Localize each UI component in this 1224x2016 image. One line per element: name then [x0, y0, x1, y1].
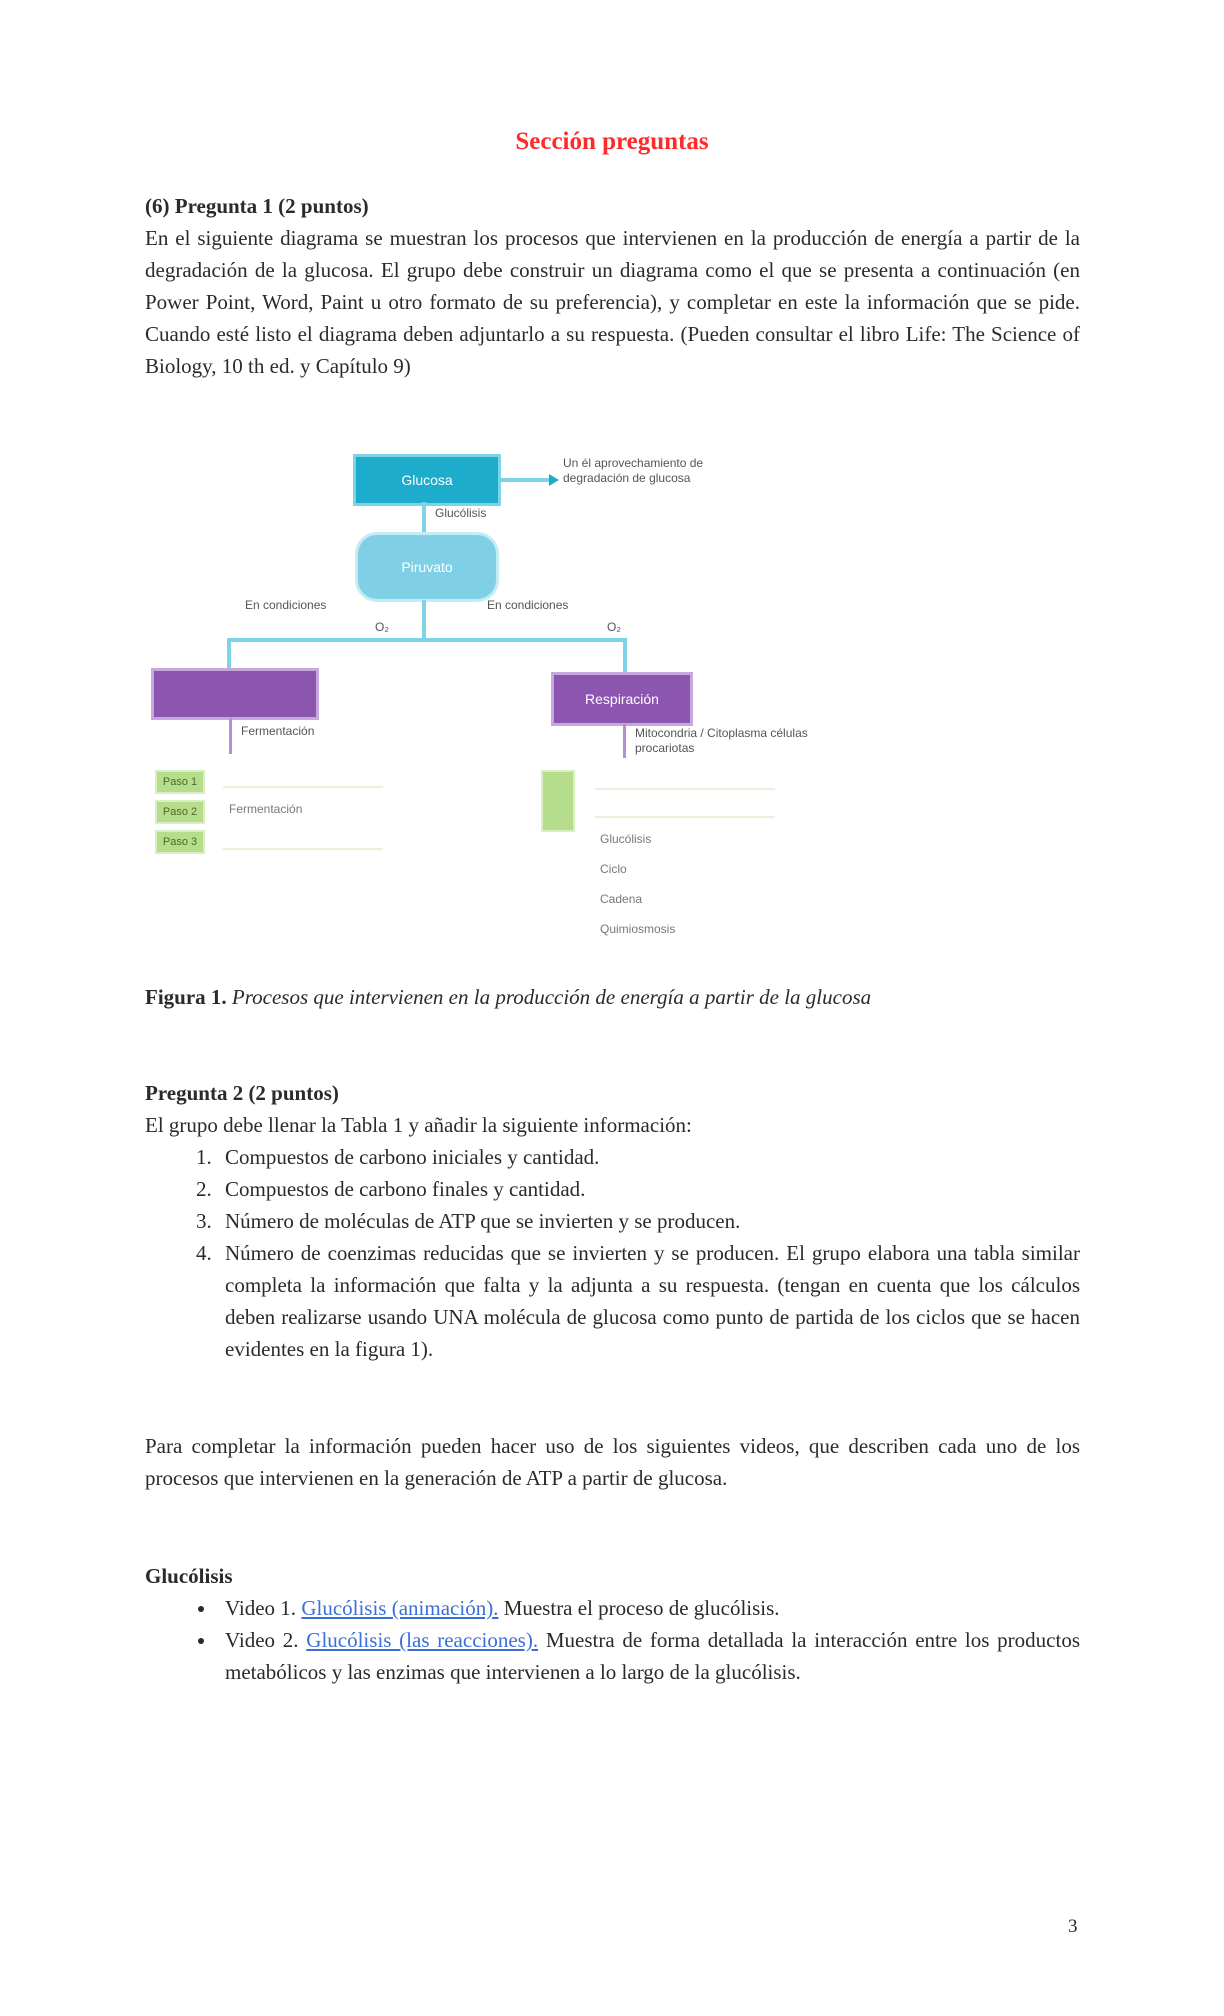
video-item-1	[217, 1592, 1080, 1624]
page-number: 3	[1068, 1916, 1078, 1937]
question-2-intro: El grupo debe llenar la Tabla 1 y añadir la siguiente información:	[145, 1113, 692, 1137]
question-2	[145, 1077, 1080, 1365]
list-item: 3. Número de moléculas de ATP que se invierten y se producen.	[217, 1205, 1080, 1237]
diagram-right-branch: En condiciones	[487, 598, 569, 612]
question-1	[145, 190, 1080, 382]
figure-caption-label: Figura 1.	[145, 985, 227, 1009]
videos-paragraph: Para completar la información pueden hacer uso de los siguientes videos, que describen cada uno de los procesos que intervienen en la generación de ATP a partir de glucosa.	[145, 1434, 1080, 1490]
diagram-right-item-1: Glucólisis	[600, 832, 652, 846]
glucolisis-section	[145, 1560, 1080, 1688]
diagram-right-box: Respiración	[551, 672, 693, 726]
video-2-desc: Muestra de forma detallada la interacción entre los productos metabólicos y las enzimas que intervienen a lo largo de la glucólisis.	[225, 1628, 1080, 1684]
list-item: 1. Compuestos de carbono iniciales y cantidad.	[217, 1141, 1080, 1173]
diagram-right-note: Mitocondria / Citoplasma células procariotas	[635, 726, 808, 755]
diagram-left-note: Fermentación	[241, 724, 315, 738]
diagram-top-note: Un él aprovechamiento de degradación de glucosa	[563, 456, 704, 485]
list-item: 2. Compuestos de carbono finales y cantidad.	[217, 1173, 1080, 1205]
diagram-left-step-1: Paso 1	[155, 770, 205, 794]
video-2-prefix: Video 2.	[225, 1628, 307, 1652]
diagram-middle-box: Piruvato	[355, 532, 499, 602]
video-2-link[interactable]: Glucólisis (las reacciones).	[306, 1628, 539, 1652]
figure-caption-text: Procesos que intervienen en la producción de energía a partir de la glucosa	[231, 985, 872, 1009]
diagram-left-branch-sub: O₂	[375, 620, 389, 634]
page-title: Sección preguntas	[515, 128, 709, 155]
diagram-right-item-3: Cadena	[600, 892, 643, 906]
video-list	[145, 1592, 1080, 1688]
figure-caption	[145, 985, 871, 1010]
question-1-body: En el siguiente diagrama se muestran los procesos que intervienen en la producción de energía a partir de la degradación de la glucosa. El grupo debe construir un diagrama como el que se presenta a continuación (en Power Point, Word, Paint u otro formato de su preferencia), y completar en este la información que se pide. Cuando esté listo el diagrama deben adjuntarlo a su respuesta. (Pueden consultar el libro Life: The Science of Biology, 10 th ed. y Capítulo 9)	[145, 226, 1080, 378]
diagram-right-bracket	[541, 770, 575, 832]
diagram-right-branch-sub: O₂	[607, 620, 621, 634]
video-item-2	[217, 1624, 1080, 1688]
diagram-top-box: Glucosa	[353, 454, 501, 506]
energy-diagram	[145, 450, 845, 970]
list-item: 4. Número de coenzimas reducidas que se invierten y se producen. El grupo elabora una tabla similar completa la información que falta y la adjunta a su respuesta. (tengan en cuenta que los cálculos deben realizarse usando UNA molécula de glucosa como punto de partida de los ciclos que se hacen evidentes en la figura 1).	[217, 1237, 1080, 1365]
diagram-left-box	[151, 668, 319, 720]
question-2-list	[145, 1141, 1080, 1365]
question-1-heading: (6) Pregunta 1 (2 puntos)	[145, 194, 369, 218]
diagram-left-step-3: Paso 3	[155, 830, 205, 854]
video-1-link[interactable]: Glucólisis (animación).	[301, 1596, 499, 1620]
diagram-left-branch: En condiciones	[245, 598, 327, 612]
glucolisis-heading: Glucólisis	[145, 1564, 233, 1588]
video-1-desc: Muestra el proceso de glucólisis.	[498, 1596, 780, 1620]
diagram-right-item-4: Quimiosmosis	[600, 922, 676, 936]
diagram-right-item-2: Ciclo	[600, 862, 627, 876]
diagram-left-step-2: Paso 2	[155, 800, 205, 824]
video-1-prefix: Video 1.	[225, 1596, 302, 1620]
diagram-left-mid-text: Fermentación	[229, 802, 303, 816]
question-2-heading: Pregunta 2 (2 puntos)	[145, 1081, 339, 1105]
diagram-arrow-label: Glucólisis	[435, 506, 487, 520]
